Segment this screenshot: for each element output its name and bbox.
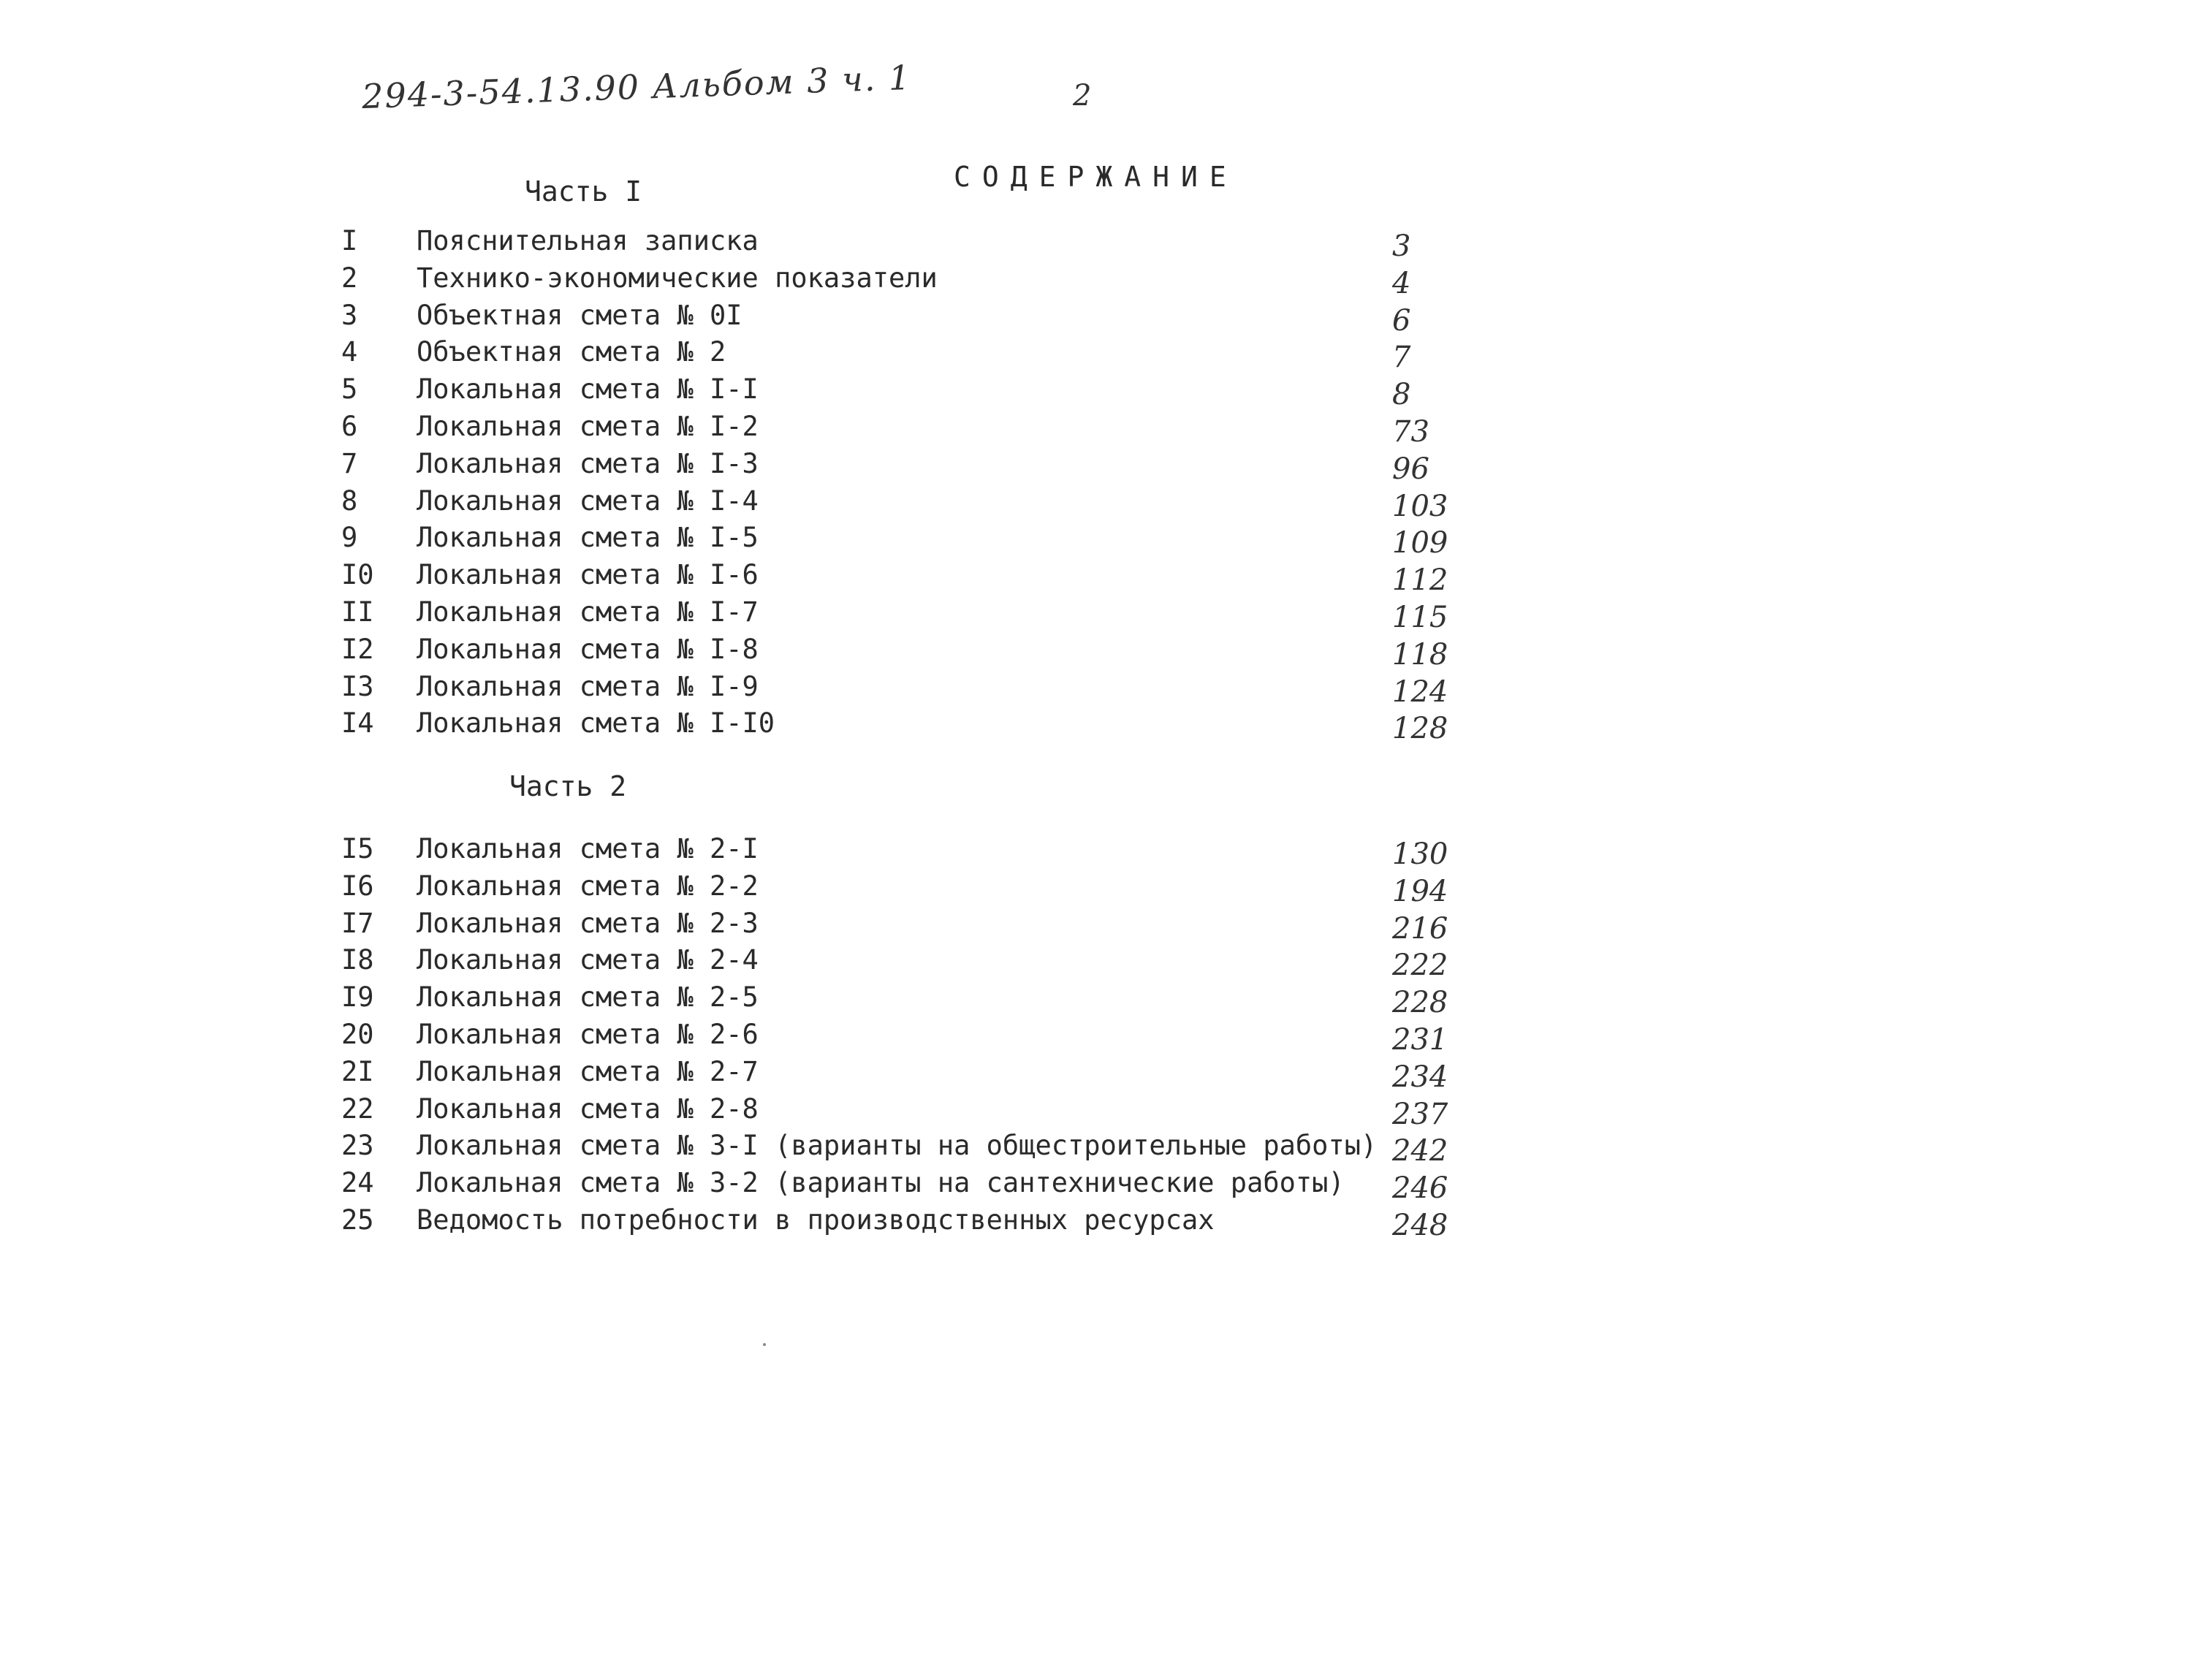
- toc-item-page: 248: [1392, 1208, 1448, 1242]
- toc-item-number: I3: [341, 670, 374, 702]
- toc-item-title: Локальная смета № I-I0: [417, 707, 775, 740]
- toc-row: [0, 1204, 2188, 1242]
- toc-item-page: 115: [1392, 600, 1448, 634]
- toc-item-number: 5: [341, 373, 358, 406]
- toc-item-page: 222: [1392, 949, 1448, 983]
- toc-item-title: Локальная смета № 2-8: [417, 1092, 759, 1125]
- toc-item-number: I2: [341, 633, 374, 665]
- toc-item-page: 246: [1392, 1171, 1448, 1206]
- page-number: 2: [1073, 79, 1092, 113]
- toc-row: [0, 671, 2188, 708]
- toc-item-page: 128: [1392, 712, 1448, 746]
- toc-item-number: 7: [341, 447, 358, 479]
- toc-row: [0, 485, 2188, 522]
- toc-item-title: Локальная смета № I-4: [417, 484, 759, 517]
- toc-item-title: Локальная смета № I-6: [417, 559, 759, 591]
- toc-item-page: 103: [1392, 489, 1448, 523]
- toc-row: [0, 411, 2188, 448]
- toc-item-title: Локальная смета № 2-5: [417, 981, 759, 1014]
- toc-item-number: I6: [341, 870, 374, 902]
- toc-row: [0, 1167, 2188, 1204]
- toc-row: [0, 300, 2188, 337]
- toc-item-title: Локальная смета № 2-2: [417, 870, 759, 902]
- toc-row: [0, 373, 2188, 411]
- toc-item-number: 2: [341, 262, 358, 294]
- toc-item-number: 2I: [341, 1055, 374, 1087]
- toc-item-number: 23: [341, 1130, 374, 1162]
- toc-item-title: Пояснительная записка: [417, 225, 759, 256]
- toc-item-title: Локальная смета № I-8: [417, 633, 759, 665]
- toc-item-number: 22: [341, 1092, 374, 1125]
- toc-item-title: Локальная смета № I-I: [417, 373, 759, 406]
- toc-item-number: 4: [341, 336, 358, 368]
- toc-item-page: 242: [1392, 1134, 1448, 1168]
- toc-item-page: 7: [1392, 341, 1411, 375]
- toc-row: [0, 707, 2188, 745]
- toc-row: [0, 981, 2188, 1019]
- toc-row: [0, 1056, 2188, 1093]
- toc-item-title: Объектная смета № 2: [417, 336, 726, 368]
- part2-title: Часть 2: [509, 770, 627, 802]
- toc-item-page: 124: [1392, 674, 1448, 709]
- toc-item-page: 8: [1392, 378, 1411, 412]
- toc-row: [0, 634, 2188, 671]
- toc-item-number: 6: [341, 410, 358, 442]
- toc-row: [0, 1130, 2188, 1167]
- toc-item-page: 130: [1392, 837, 1448, 871]
- toc-row: [0, 1019, 2188, 1056]
- toc-row: [0, 522, 2188, 559]
- toc-item-page: 194: [1392, 874, 1448, 908]
- toc-item-page: 3: [1392, 229, 1411, 263]
- toc-row: [0, 262, 2188, 300]
- toc-row: [0, 1093, 2188, 1130]
- toc-item-title: Локальная смета № 2-6: [417, 1018, 759, 1050]
- toc-row: [0, 870, 2188, 908]
- toc-row: [0, 908, 2188, 945]
- toc-item-number: 20: [341, 1018, 374, 1050]
- toc-item-number: I0: [341, 559, 374, 591]
- toc-item-number: I9: [341, 981, 374, 1014]
- scan-speck: [763, 1343, 766, 1346]
- toc-item-title: Локальная смета № I-5: [417, 522, 759, 554]
- toc-item-number: 25: [341, 1204, 374, 1236]
- toc-item-page: 237: [1392, 1097, 1448, 1131]
- contents-heading: СОДЕРЖАНИЕ: [954, 161, 1238, 193]
- toc-row: [0, 448, 2188, 485]
- toc-item-title: Локальная смета № I-7: [417, 596, 759, 628]
- toc-item-title: Ведомость потребности в производственных ресурсах: [417, 1204, 1215, 1236]
- toc-item-title: Локальная смета № 2-4: [417, 944, 759, 976]
- toc-item-page: 4: [1392, 266, 1411, 300]
- toc-item-number: 24: [341, 1167, 374, 1199]
- toc-item-title: Локальная смета № 2-3: [417, 907, 759, 939]
- toc-item-title: Локальная смета № I-9: [417, 670, 759, 702]
- toc-row: [0, 944, 2188, 981]
- toc-row: [0, 596, 2188, 634]
- toc-item-number: 3: [341, 299, 358, 331]
- toc-item-number: I: [341, 225, 358, 256]
- toc-item-title: Локальная смета № 2-7: [417, 1055, 759, 1087]
- toc-item-page: 118: [1392, 637, 1448, 672]
- toc-item-title: Локальная смета № 2-I: [417, 833, 759, 864]
- toc-part1: [0, 225, 2188, 745]
- toc-item-title: Технико-экономические показатели: [417, 262, 938, 294]
- part1-title: Часть I: [525, 175, 642, 208]
- toc-item-number: I4: [341, 707, 374, 740]
- toc-item-number: I7: [341, 907, 374, 939]
- toc-item-page: 73: [1392, 414, 1429, 449]
- toc-item-number: 8: [341, 484, 358, 517]
- toc-item-page: 109: [1392, 526, 1448, 560]
- toc-item-number: I8: [341, 944, 374, 976]
- toc-item-title: Локальная смета № I-3: [417, 447, 759, 479]
- toc-item-page: 112: [1392, 563, 1448, 598]
- toc-row: [0, 833, 2188, 870]
- toc-item-number: II: [341, 596, 374, 628]
- toc-item-page: 231: [1392, 1022, 1448, 1057]
- toc-item-title: Локальная смета № 3-2 (варианты на сантехнические работы): [417, 1167, 1345, 1199]
- toc-item-number: I5: [341, 833, 374, 864]
- toc-item-title: Локальная смета № I-2: [417, 410, 759, 442]
- toc-item-page: 234: [1392, 1060, 1448, 1094]
- toc-item-title: Объектная смета № 0I: [417, 299, 742, 331]
- toc-row: [0, 225, 2188, 262]
- toc-item-page: 228: [1392, 986, 1448, 1020]
- toc-row: [0, 336, 2188, 373]
- toc-row: [0, 559, 2188, 596]
- toc-item-page: 216: [1392, 911, 1448, 946]
- toc-item-page: 96: [1392, 452, 1429, 486]
- toc-item-title: Локальная смета № 3-I (варианты на общестроительные работы): [417, 1130, 1378, 1162]
- toc-part2: [0, 833, 2188, 1242]
- document-code: 294-3-54.13.90 Альбом 3 ч. 1: [361, 57, 913, 117]
- toc-item-page: 6: [1392, 303, 1411, 338]
- toc-item-number: 9: [341, 522, 358, 554]
